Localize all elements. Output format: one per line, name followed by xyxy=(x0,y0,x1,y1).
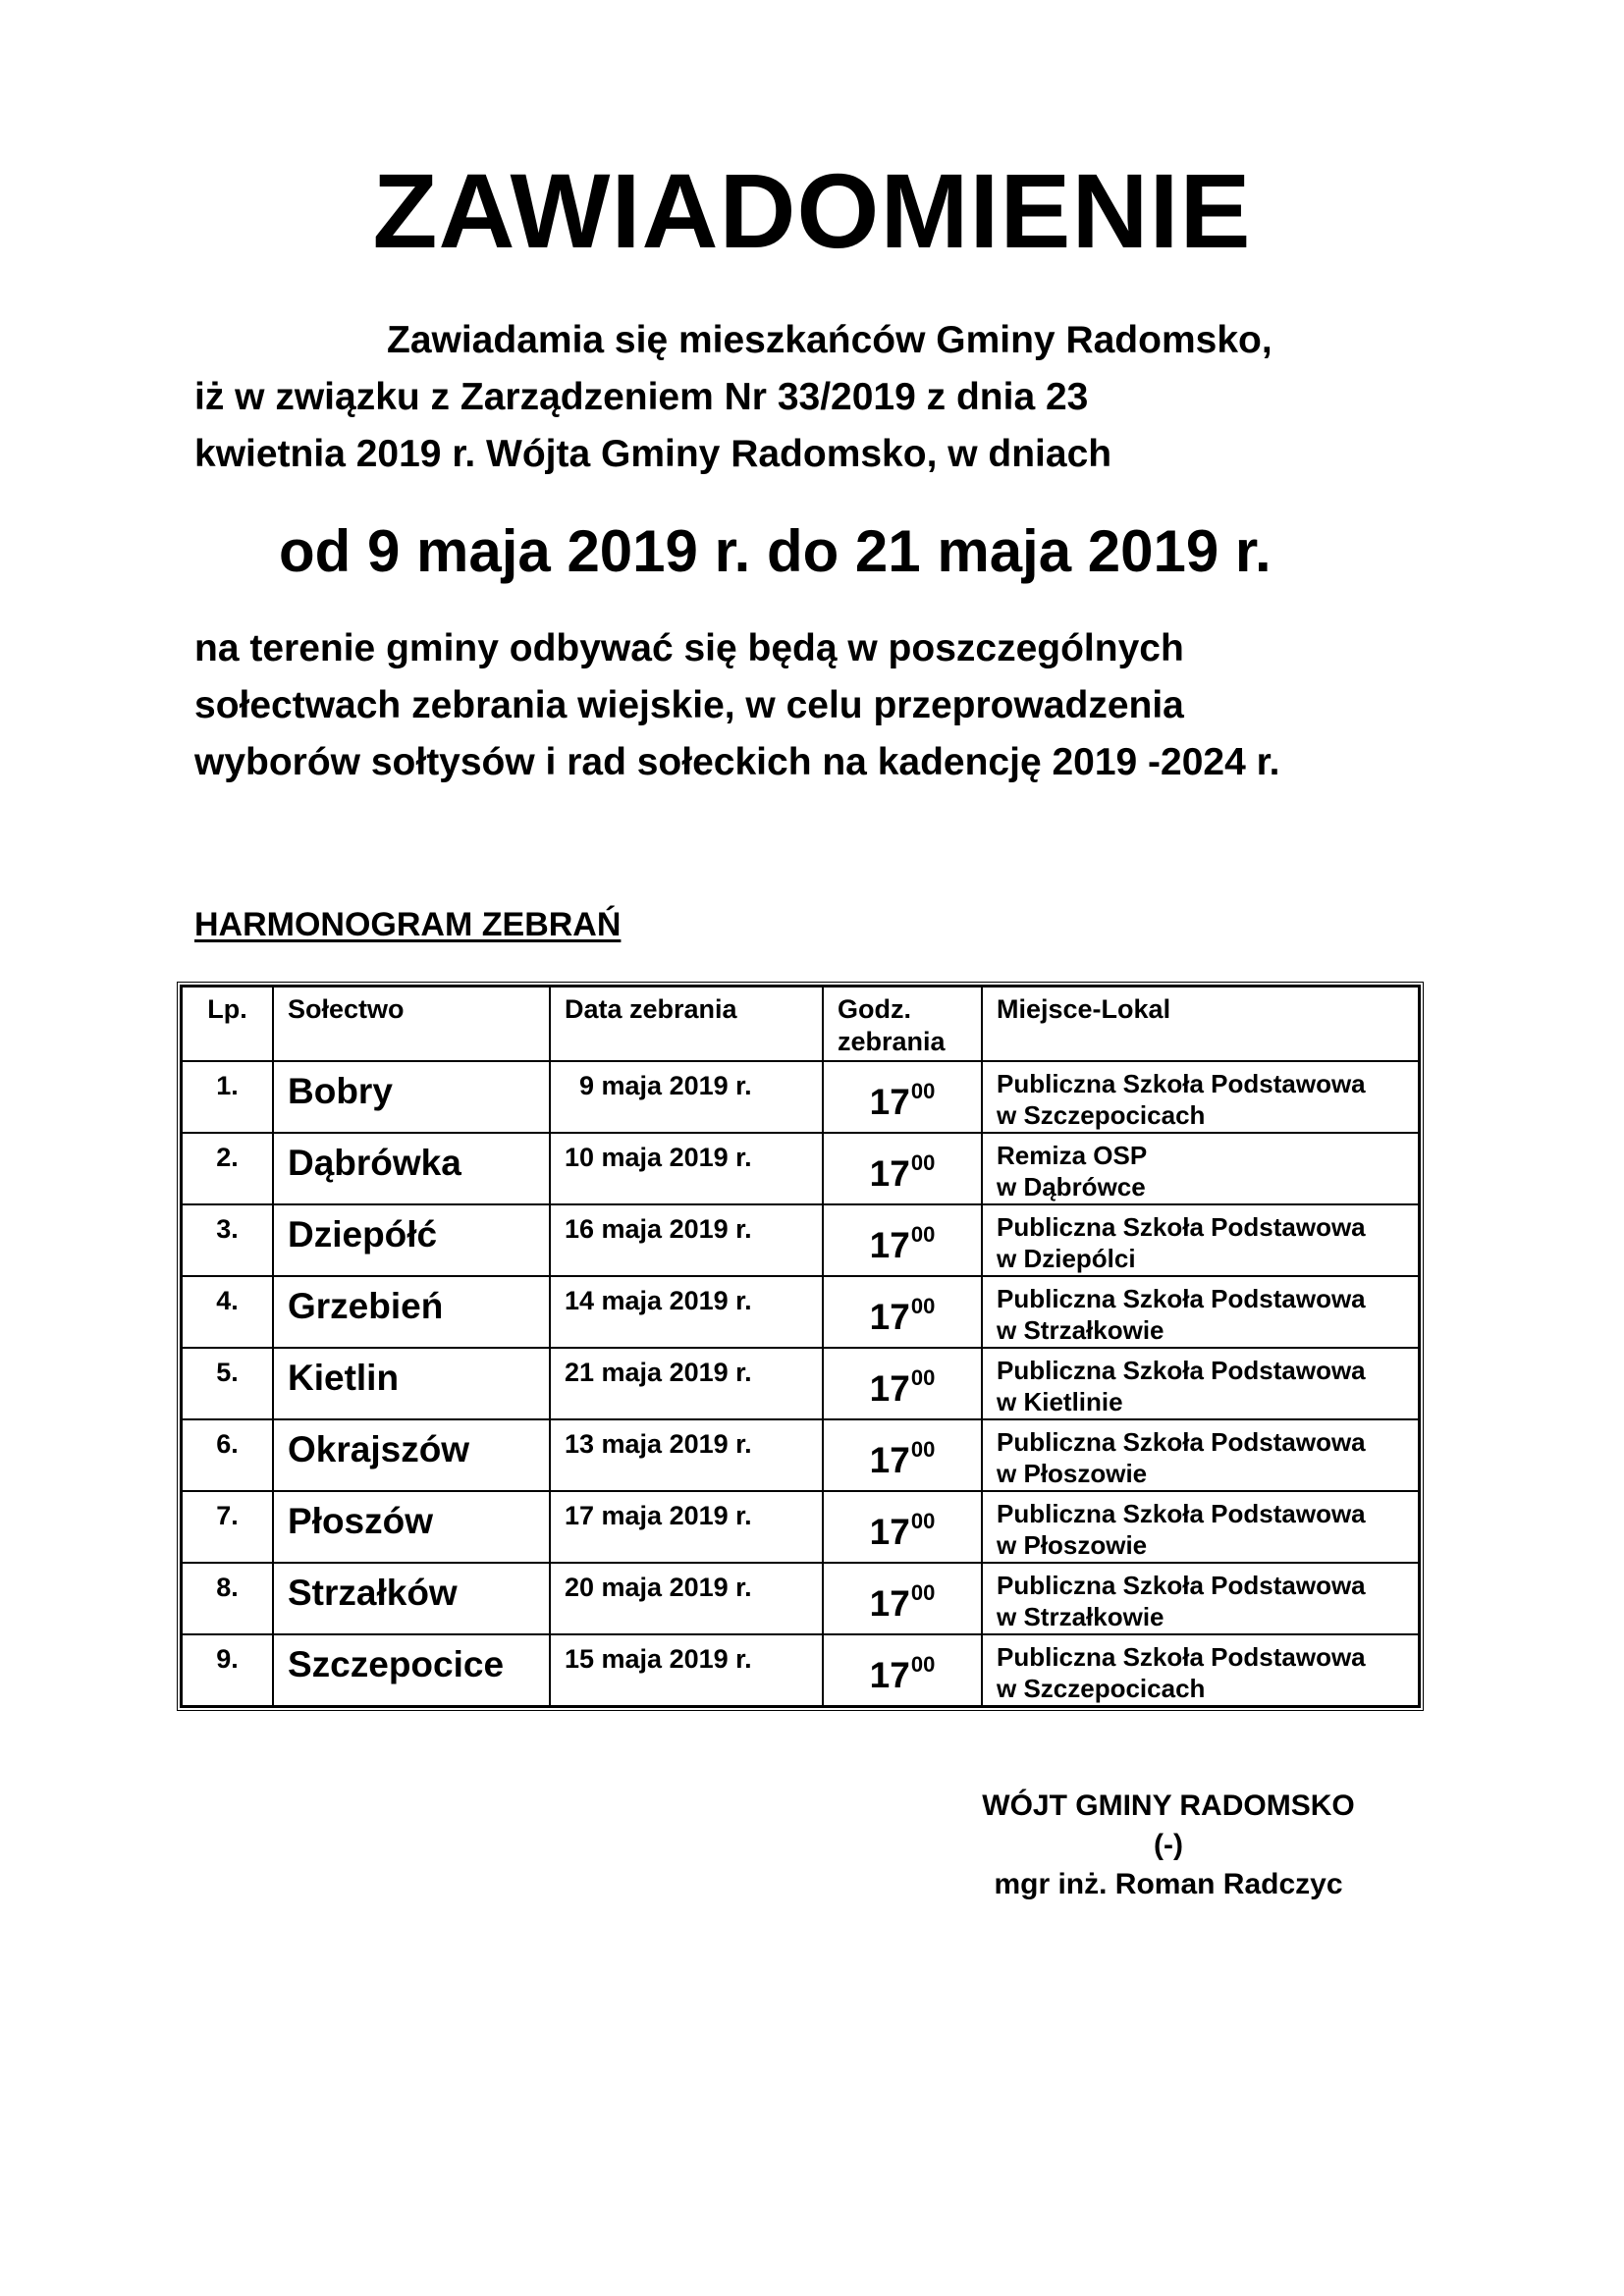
table-row xyxy=(182,1204,1419,1276)
table-row xyxy=(182,1419,1419,1491)
row-date xyxy=(550,1061,823,1133)
signature-mark: (-) xyxy=(1154,1829,1183,1861)
table-row xyxy=(182,1348,1419,1419)
row-time xyxy=(823,1061,982,1133)
row-place-line: w Dąbrówce xyxy=(997,1172,1146,1201)
row-place-line: Publiczna Szkoła Podstawowa xyxy=(997,1284,1366,1313)
body-paragraph xyxy=(194,620,1490,791)
body-line: wyborów sołtysów i rad sołeckich na kadencję 2019 -2024 r. xyxy=(194,741,1280,783)
row-time xyxy=(823,1348,982,1419)
intro-line: iż w związku z Zarządzeniem Nr 33/2019 z dnia 23 xyxy=(194,376,1089,418)
row-place xyxy=(982,1563,1419,1634)
table-row xyxy=(182,1133,1419,1204)
table-row xyxy=(182,1061,1419,1133)
row-date-text: 10 maja 2019 r. xyxy=(565,1143,752,1172)
row-date-text: 9 maja 2019 r. xyxy=(565,1071,752,1100)
intro-line: Zawiadamia się mieszkańców Gminy Radomsko, xyxy=(387,319,1272,361)
row-date-text: 15 maja 2019 r. xyxy=(565,1644,752,1674)
row-name: Grzebień xyxy=(273,1276,550,1348)
row-date-text: 13 maja 2019 r. xyxy=(565,1429,752,1459)
row-place-line: Publiczna Szkoła Podstawowa xyxy=(997,1642,1366,1672)
row-hour: 17 xyxy=(869,1082,910,1122)
row-time xyxy=(823,1276,982,1348)
row-place xyxy=(982,1133,1419,1204)
header-time xyxy=(823,987,982,1061)
row-place-line: w Strzałkowie xyxy=(997,1315,1164,1345)
row-place xyxy=(982,1491,1419,1563)
row-hour: 17 xyxy=(869,1297,910,1337)
row-name: Okrajszów xyxy=(273,1419,550,1491)
row-hour: 17 xyxy=(869,1225,910,1265)
row-place-line: w Płoszowie xyxy=(997,1459,1148,1488)
row-name: Dziepółć xyxy=(273,1204,550,1276)
signature-block xyxy=(884,1787,1453,1904)
row-lp: 7. xyxy=(182,1491,273,1563)
table-row xyxy=(182,1563,1419,1634)
row-place-line: Publiczna Szkoła Podstawowa xyxy=(997,1571,1366,1600)
row-place xyxy=(982,1348,1419,1419)
row-time xyxy=(823,1634,982,1706)
header-time-line: Godz. xyxy=(838,994,911,1024)
row-name: Kietlin xyxy=(273,1348,550,1419)
row-time xyxy=(823,1133,982,1204)
row-minute: 00 xyxy=(910,1222,936,1247)
row-place-line: Publiczna Szkoła Podstawowa xyxy=(997,1427,1366,1457)
body-line: na terenie gminy odbywać się będą w poszczególnych xyxy=(194,627,1184,669)
signature-title: WÓJT GMINY RADOMSKO xyxy=(982,1789,1355,1822)
row-date xyxy=(550,1133,823,1204)
row-date xyxy=(550,1491,823,1563)
row-place xyxy=(982,1634,1419,1706)
intro-line: kwietnia 2019 r. Wójta Gminy Radomsko, w dniach xyxy=(194,433,1112,475)
table-header-row xyxy=(182,987,1419,1061)
row-minute: 00 xyxy=(910,1509,936,1533)
signature-name: mgr inż. Roman Radczyc xyxy=(994,1868,1343,1900)
table-row xyxy=(182,1634,1419,1706)
schedule-heading: HARMONOGRAM ZEBRAŃ xyxy=(194,906,622,943)
row-place-line: w Szczepocicach xyxy=(997,1674,1206,1703)
intro-paragraph xyxy=(194,312,1451,483)
document-title: ZAWIADOMIENIE xyxy=(372,151,1252,270)
row-lp: 6. xyxy=(182,1419,273,1491)
row-lp: 1. xyxy=(182,1061,273,1133)
header-lp: Lp. xyxy=(182,987,273,1061)
row-name: Strzałków xyxy=(273,1563,550,1634)
row-date xyxy=(550,1563,823,1634)
row-place-line: w Dziepólci xyxy=(997,1244,1136,1273)
row-place-line: Publiczna Szkoła Podstawowa xyxy=(997,1069,1366,1098)
row-hour: 17 xyxy=(869,1655,910,1695)
row-place-line: Publiczna Szkoła Podstawowa xyxy=(997,1499,1366,1528)
header-place: Miejsce-Lokal xyxy=(982,987,1419,1061)
row-lp: 2. xyxy=(182,1133,273,1204)
row-place-line: w Szczepocicach xyxy=(997,1100,1206,1130)
row-hour: 17 xyxy=(869,1153,910,1194)
row-time xyxy=(823,1491,982,1563)
row-place-line: w Kietlinie xyxy=(997,1387,1123,1416)
row-minute: 00 xyxy=(910,1652,936,1677)
row-date-text: 14 maja 2019 r. xyxy=(565,1286,752,1315)
row-name: Dąbrówka xyxy=(273,1133,550,1204)
row-place-line: Publiczna Szkoła Podstawowa xyxy=(997,1356,1366,1385)
row-hour: 17 xyxy=(869,1368,910,1409)
row-minute: 00 xyxy=(910,1294,936,1318)
row-time xyxy=(823,1204,982,1276)
row-place xyxy=(982,1276,1419,1348)
row-hour: 17 xyxy=(869,1583,910,1624)
row-date-text: 20 maja 2019 r. xyxy=(565,1573,752,1602)
header-name: Sołectwo xyxy=(273,987,550,1061)
row-hour: 17 xyxy=(869,1512,910,1552)
row-place-line: Publiczna Szkoła Podstawowa xyxy=(997,1212,1366,1242)
row-minute: 00 xyxy=(910,1580,936,1605)
row-name: Płoszów xyxy=(273,1491,550,1563)
row-date-text: 16 maja 2019 r. xyxy=(565,1214,752,1244)
body-line: sołectwach zebrania wiejskie, w celu przeprowadzenia xyxy=(194,684,1184,726)
row-date-text: 17 maja 2019 r. xyxy=(565,1501,752,1530)
row-lp: 4. xyxy=(182,1276,273,1348)
row-time xyxy=(823,1419,982,1491)
row-name: Szczepocice xyxy=(273,1634,550,1706)
row-date-text: 21 maja 2019 r. xyxy=(565,1358,752,1387)
row-date xyxy=(550,1634,823,1706)
row-place xyxy=(982,1419,1419,1491)
row-minute: 00 xyxy=(910,1150,936,1175)
header-time-line: zebrania xyxy=(838,1027,946,1056)
table-row xyxy=(182,1491,1419,1563)
row-place-line: w Płoszowie xyxy=(997,1530,1148,1560)
row-date xyxy=(550,1348,823,1419)
row-date xyxy=(550,1276,823,1348)
schedule-table xyxy=(177,982,1424,1711)
row-lp: 9. xyxy=(182,1634,273,1706)
row-date xyxy=(550,1419,823,1491)
row-place xyxy=(982,1061,1419,1133)
header-date: Data zebrania xyxy=(550,987,823,1061)
row-lp: 3. xyxy=(182,1204,273,1276)
row-place xyxy=(982,1204,1419,1276)
row-time xyxy=(823,1563,982,1634)
row-minute: 00 xyxy=(910,1437,936,1462)
row-place-line: w Strzałkowie xyxy=(997,1602,1164,1631)
row-name: Bobry xyxy=(273,1061,550,1133)
meeting-period: od 9 maja 2019 r. do 21 maja 2019 r. xyxy=(279,518,1272,584)
row-place-line: Remiza OSP xyxy=(997,1141,1148,1170)
row-lp: 8. xyxy=(182,1563,273,1634)
row-date xyxy=(550,1204,823,1276)
row-minute: 00 xyxy=(910,1365,936,1390)
table-row xyxy=(182,1276,1419,1348)
row-lp: 5. xyxy=(182,1348,273,1419)
row-minute: 00 xyxy=(910,1079,936,1103)
row-hour: 17 xyxy=(869,1440,910,1480)
